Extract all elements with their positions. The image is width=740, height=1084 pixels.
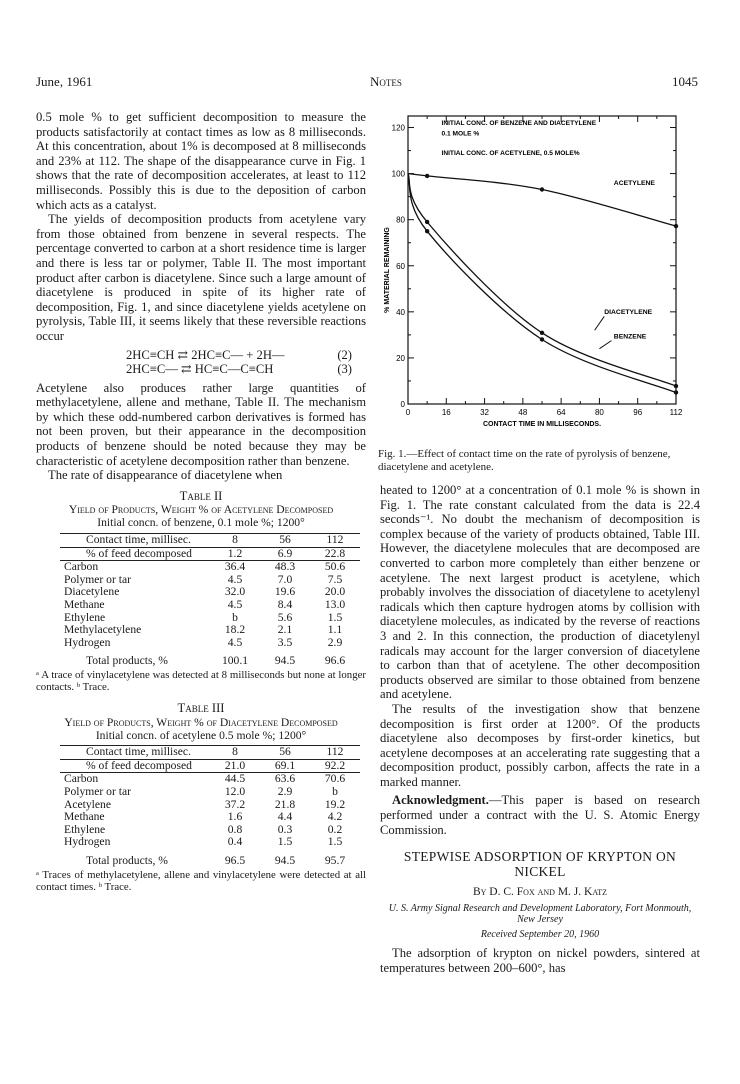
table-cell: 63.6 [274, 772, 296, 786]
table-cell: 32.0 [224, 585, 246, 599]
diacetylene-series-point [540, 331, 544, 335]
annotation-line2: 0.1 MOLE % [441, 130, 480, 138]
table-cell: 8 [210, 746, 260, 760]
table-cell: 36.4 [224, 560, 246, 574]
equations [36, 348, 366, 377]
table-row [60, 624, 360, 637]
paragraph: heated to 1200° at a concentration of 0.1 mole % is shown in Fig. 1. The rate constant calculated from the data is 22.4 seconds⁻¹. No doubt the mechanism of decomposition is complex because of the variety of products obtained, Table III. However, the diacetylene molecules that are decomposed are converted to carbon more completely than either benzene or acetylene. The next largest product is acetylene, which probably involves the dissociation of diacetylene to acetylenyl radicals which then capture hydrogen atoms by collision with diacetylene molecules, as indicated by the reverse of reactions 3 and 2. In this connection, the production of diacetylenyl radicals may account for the larger conversion of diacetylene to carbon than that of acetylene. The other decomposition products observed are similar to those obtained from benzene and acetylene. [380, 483, 700, 702]
table-row [60, 547, 360, 561]
byline: By D. C. Fox and M. J. Katz [472, 886, 607, 899]
left-column [36, 110, 366, 893]
table-row [60, 649, 360, 668]
table-cell: 8.4 [277, 598, 293, 611]
acetylene-label: ACETYLENE [613, 180, 655, 188]
benzene-label: BENZENE [613, 333, 647, 341]
y-tick-label: 40 [396, 307, 405, 317]
y-tick-label: 120 [391, 123, 405, 133]
table-2-caption: Table II [179, 488, 223, 503]
table-3-caption: Table III [177, 700, 225, 715]
table-cell: 56 [260, 746, 310, 760]
table-cell: 6.9 [260, 547, 310, 561]
table-cell: 4.5 [227, 635, 243, 649]
received-date: Received September 20, 1960 [480, 928, 600, 940]
running-header-section: Notes [370, 74, 402, 89]
y-tick-label: 0 [400, 400, 405, 409]
article-title: STEPWISE ADSORPTION OF KRYPTON ON NICKEL [403, 849, 677, 880]
row-label: Polymer or tar [64, 784, 131, 798]
table-row [60, 746, 360, 760]
table-cell: 0.8 [227, 822, 243, 836]
table-row [60, 534, 360, 548]
table-cell: 1.5 [327, 835, 343, 849]
table-cell: 70.6 [324, 772, 346, 786]
annotation-line1: INITIAL CONC. OF BENZENE AND DIACETYLENE [441, 120, 597, 128]
row-label: Contact time, millisec. [60, 746, 210, 760]
diacetylene-leader [595, 316, 605, 330]
table-row [60, 836, 360, 849]
table-cell: 50.6 [324, 560, 346, 574]
table-row [60, 799, 360, 812]
table-row [60, 759, 360, 773]
table-cell: 100.1 [221, 654, 249, 668]
table-row [60, 773, 360, 786]
table-cell: 5.6 [277, 610, 293, 624]
table-cell: 21.0 [210, 759, 260, 773]
table-cell: 112 [310, 534, 360, 548]
table-3-subtitle: Initial concn. of acetylene 0.5 mole %; 1200° [95, 728, 307, 742]
table-cell: 96.5 [224, 853, 246, 867]
acknowledgment [380, 793, 700, 837]
paragraph: The adsorption of krypton on nickel powders, sintered at temperatures between 200–600°, has [380, 946, 700, 976]
row-label: Methane [64, 810, 105, 824]
table-2 [60, 533, 360, 668]
benzene-series-point [540, 337, 544, 341]
y-tick-label: 80 [396, 215, 405, 225]
paragraph: The results of the investigation show that benzene decomposition is first order at 1200°. Of the products diacetylene also decomposes by first-order kinetics, but acetylene decomposes at an accelerating rate suggesting that a decomposition product, possibly carbon, affects the rate in a marked manner. [380, 701, 700, 789]
table-cell: 1.1 [327, 623, 343, 637]
row-label: Hydrogen [64, 835, 111, 849]
row-label: Carbon [64, 560, 99, 574]
table-cell: 21.8 [274, 797, 296, 811]
x-tick-label: 64 [556, 408, 566, 417]
x-tick-label: 0 [405, 408, 411, 417]
table-cell: 1.6 [227, 810, 243, 824]
row-label: Acetylene [64, 797, 111, 811]
table-row [60, 561, 360, 574]
table-cell: 20.0 [324, 585, 346, 599]
table-cell: 18.2 [224, 623, 246, 637]
x-tick-label: 48 [518, 408, 528, 417]
table-cell: 19.6 [274, 585, 296, 599]
table-cell: 95.7 [324, 853, 346, 867]
acknowledgment-heading: Acknowledgment. [392, 793, 489, 808]
plot-frame [408, 116, 676, 404]
table-2-footnote: ᵃ A trace of vinylacetylene was detected at 8 milliseconds but none at longer contacts. ᵇ Trace. [36, 668, 366, 693]
paragraph: The rate of disappearance of diacetylene when [48, 468, 283, 483]
table-cell: 2.9 [277, 784, 293, 798]
row-label: Diacetylene [64, 585, 120, 599]
benzene-series-point [425, 229, 429, 233]
table-cell: 1.2 [210, 547, 260, 561]
paragraph: The yields of decomposition products from acetylene vary from those obtained from benzene in several respects. The percentage converted to carbon at a short residence time is larger and there is less tar or polymer, Table II. The most important product after carbon is diacetylene. Since such a large amount of diacetylene is produced in spite of its higher rate of decomposition, Fig. 1, and since diacetylene yields acetylene on pyrolysis, Table III, it seems likely that these reversible reactions occur [36, 212, 366, 343]
table-cell: b [332, 784, 338, 798]
table-cell: 2.9 [327, 635, 343, 649]
y-tick-label: 100 [391, 169, 405, 179]
row-label: Hydrogen [64, 635, 111, 649]
benzene-series-line [408, 174, 676, 393]
table-row [60, 586, 360, 599]
table-row [60, 811, 360, 824]
row-label: % of feed decomposed [60, 547, 210, 561]
table-cell: 7.0 [277, 572, 293, 586]
table-row [60, 599, 360, 612]
table-cell: 4.5 [227, 572, 243, 586]
row-label: Polymer or tar [64, 572, 131, 586]
table-cell: 3.5 [277, 635, 293, 649]
table-cell: 8 [210, 534, 260, 548]
x-tick-label: 32 [480, 408, 490, 417]
table-cell: 94.5 [274, 654, 296, 668]
row-label: Carbon [64, 772, 99, 786]
diacetylene-series-line [408, 174, 676, 386]
x-tick-label: 80 [594, 408, 604, 417]
table-cell: 37.2 [224, 797, 246, 811]
table-cell: 4.2 [327, 810, 343, 824]
diacetylene-label: DIACETYLENE [604, 309, 653, 317]
table-row [60, 786, 360, 799]
x-tick-label: 96 [633, 408, 643, 417]
acknowledgment-text: —This paper is based on research performed under a contract with the U. S. Atomic Energy Commission. [380, 793, 700, 837]
page-number: 1045 [672, 74, 698, 89]
table-cell: 56 [260, 534, 310, 548]
right-column [380, 483, 700, 976]
row-label: Ethylene [64, 822, 106, 836]
table-cell: 69.1 [260, 759, 310, 773]
table-cell: 0.2 [327, 822, 343, 836]
table-cell: 22.8 [310, 547, 360, 561]
diacetylene-series-point [425, 220, 429, 224]
table-3 [60, 745, 360, 867]
table-cell: 7.5 [327, 572, 343, 586]
table-cell: 94.5 [274, 853, 296, 867]
table-3-footnote: ᵃ Traces of methylacetylene, allene and vinylacetylene were detected at all contact times. ᵇ Trace. [36, 868, 366, 893]
row-label: Methane [64, 598, 105, 611]
table-cell: 0.4 [227, 835, 243, 849]
x-tick-label: 112 [669, 408, 683, 417]
row-label: Total products, % [86, 853, 168, 867]
diacetylene-series-point [674, 384, 678, 388]
x-tick-label: 16 [441, 408, 451, 417]
row-label: Methylacetylene [64, 623, 142, 637]
table-row [60, 637, 360, 650]
table-cell: 92.2 [310, 759, 360, 773]
row-label: % of feed decomposed [60, 759, 210, 773]
acetylene-series-point [425, 174, 429, 178]
y-tick-label: 20 [396, 353, 405, 363]
y-tick-label: 60 [396, 261, 405, 271]
table-cell: 13.0 [324, 598, 346, 611]
table-cell: 48.3 [274, 560, 296, 574]
table-cell: 1.5 [277, 835, 293, 849]
figure-1 [378, 108, 704, 444]
row-label: Total products, % [86, 654, 168, 668]
table-cell: 96.6 [324, 654, 346, 668]
table-row [60, 849, 360, 868]
figure-1-chart [378, 108, 704, 444]
table-cell: 44.5 [224, 772, 246, 786]
running-header-date: June, 1961 [36, 74, 93, 89]
table-cell: 12.0 [224, 784, 246, 798]
table-cell: 2.1 [277, 623, 293, 637]
table-2-subtitle: Initial concn. of benzene, 0.1 mole %; 1200° [97, 516, 305, 530]
benzene-leader [599, 341, 611, 349]
table-cell: 19.2 [324, 797, 346, 811]
table-cell: 0.3 [277, 822, 293, 836]
table-cell: b [232, 610, 238, 624]
table-cell: 4.4 [277, 810, 293, 824]
x-axis-label: CONTACT TIME IN MILLISECONDS. [482, 421, 602, 428]
y-axis-label: % MATERIAL REMAINING [384, 227, 391, 313]
table-cell: 1.5 [327, 610, 343, 624]
row-label: Ethylene [64, 610, 106, 624]
benzene-series-point [674, 390, 678, 394]
acetylene-series-point [674, 224, 678, 228]
annotation-acetylene: INITIAL CONC. OF ACETYLENE, 0.5 MOLE% [441, 150, 580, 158]
table-2-title: Yield of Products, Weight % of Acetylene Decomposed [68, 503, 334, 517]
table-3-title: Yield of Products, Weight % of Diacetylene Decomposed [64, 715, 338, 729]
table-cell: 112 [310, 746, 360, 760]
acetylene-series-point [540, 187, 544, 191]
equation-3: 2HC≡C— ⇄ HC≡C—C≡CH (3) [126, 362, 352, 377]
equation-2: 2HC≡CH ⇄ 2HC≡C— + 2H— (2) [126, 347, 352, 362]
affiliation: U. S. Army Signal Research and Development Laboratory, Fort Monmouth, New Jersey [388, 902, 692, 926]
row-label: Contact time, millisec. [60, 534, 210, 548]
paragraph: 0.5 mole % to get sufficient decomposition to measure the products satisfactorily at contact times as low as 8 milliseconds. At this concentration, about 1% is decomposed at 8 milliseconds and 23% at 112. The shape of the disappearance curve in Fig. 1 shows that the rate of decomposition accelerates, at least to 112 milliseconds. Possibly this is due to the deposition of carbon which acts as a catalyst. [36, 110, 366, 212]
paragraph: Acetylene also produces rather large quantities of methylacetylene, allene and methane, Table II. The mechanism by which these odd-numbered carbon derivatives is formed has not been proven, but their appearance in the decomposition products of benzene should be noted because they may be characteristic of acetylene decomposition rather than benzene. [36, 380, 366, 468]
figure-1-caption: Fig. 1.—Effect of contact time on the rate of pyrolysis of benzene, diacetylene and acetylene. [378, 448, 671, 473]
table-cell: 4.5 [227, 598, 243, 611]
